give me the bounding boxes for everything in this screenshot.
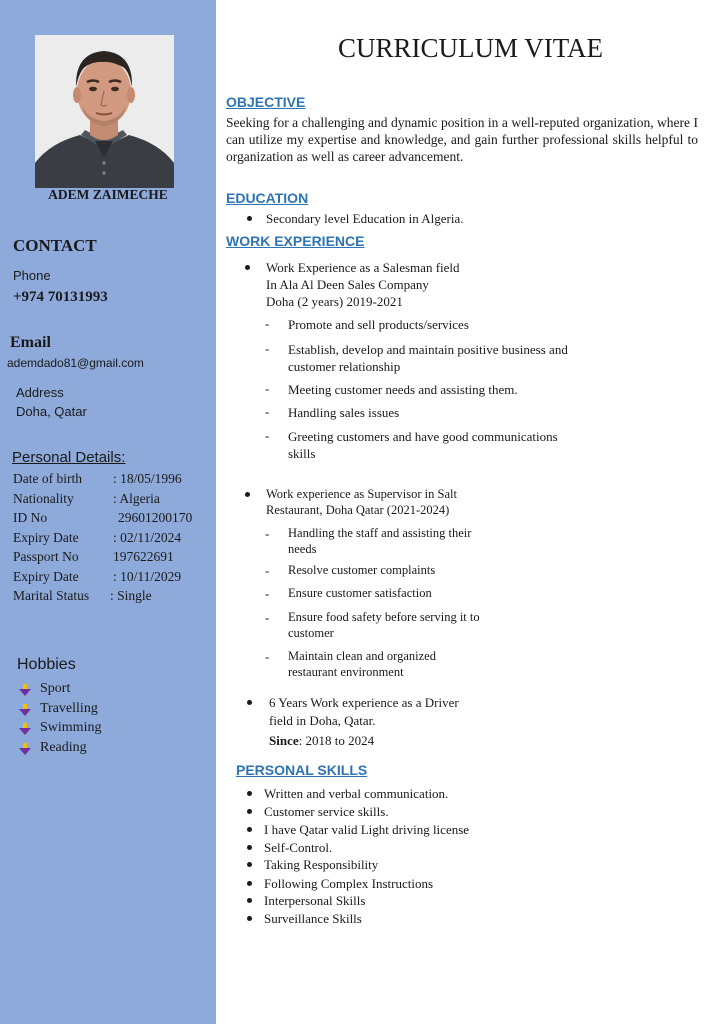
duty-item: Greeting customers and have good communications bbox=[288, 429, 558, 444]
hobby-item: Swimming bbox=[40, 720, 102, 735]
main-content bbox=[216, 0, 725, 1024]
detail-value-id: 29601200170 bbox=[118, 510, 193, 525]
duty-item: Promote and sell products/services bbox=[288, 317, 469, 332]
bullet-icon bbox=[247, 881, 252, 886]
job-line: Work Experience as a Salesman field bbox=[266, 260, 460, 275]
skill-item: Taking Responsibility bbox=[264, 857, 379, 872]
detail-label-dob: Date of birth bbox=[13, 471, 82, 486]
duty-item: customer bbox=[288, 626, 334, 640]
objective-text: Seeking for a challenging and dynamic position in a well-reputed organization, where I can utilize my expertise and knowledge, and gain further professional skills helpful to organization as well as career advancement. bbox=[226, 115, 698, 164]
detail-label-id-expiry: Expiry Date bbox=[13, 530, 79, 545]
detail-label-passport-expiry: Expiry Date bbox=[13, 569, 79, 584]
dash-icon: - bbox=[265, 526, 270, 541]
email-address: ademdado81@gmail.com bbox=[7, 356, 144, 370]
skill-item: Written and verbal communication. bbox=[264, 786, 449, 801]
hobbies-heading: Hobbies bbox=[17, 656, 76, 673]
duty-item: Resolve customer complaints bbox=[288, 563, 436, 577]
hobby-item: Travelling bbox=[40, 701, 98, 716]
duty-item: customer relationship bbox=[288, 359, 401, 374]
document-title: CURRICULUM VITAE bbox=[337, 33, 604, 63]
education-heading: EDUCATION bbox=[226, 190, 309, 206]
phone-number: +974 70131993 bbox=[13, 289, 108, 305]
bullet-icon bbox=[247, 898, 252, 903]
hobby-item: Sport bbox=[40, 681, 71, 696]
since-label: Since bbox=[269, 733, 299, 748]
skill-item: Self-Control. bbox=[264, 840, 333, 855]
job-line: In Ala Al Deen Sales Company bbox=[266, 277, 429, 292]
objective-heading: OBJECTIVE bbox=[226, 94, 306, 110]
education-item: Secondary level Education in Algeria. bbox=[266, 211, 464, 226]
job-line: field in Doha, Qatar. bbox=[269, 713, 376, 728]
dash-icon: - bbox=[265, 649, 270, 664]
arrow-down-bullet-icon bbox=[19, 684, 31, 696]
duty-item: Meeting customer needs and assisting them. bbox=[288, 382, 518, 397]
job-line: 6 Years Work experience as a Driver bbox=[269, 695, 459, 710]
duty-item: Handling sales issues bbox=[288, 405, 400, 420]
personal-skills-heading: PERSONAL SKILLS bbox=[236, 762, 368, 778]
duty-item: Ensure customer satisfaction bbox=[288, 586, 432, 600]
job-line: Restaurant, Doha Qatar (2021-2024) bbox=[266, 503, 450, 517]
detail-label-id: ID No bbox=[13, 510, 48, 525]
address-value: Doha, Qatar bbox=[16, 404, 87, 419]
since-value: : 2018 to 2024 bbox=[298, 733, 375, 748]
duty-item: Ensure food safety before serving it to bbox=[288, 610, 480, 624]
bullet-icon bbox=[247, 916, 252, 921]
dash-icon: - bbox=[265, 341, 270, 356]
skill-item: Interpersonal Skills bbox=[264, 893, 366, 908]
phone-label: Phone bbox=[13, 268, 51, 283]
skill-item: Surveillance Skills bbox=[264, 911, 362, 926]
bullet-icon bbox=[247, 827, 252, 832]
bullet-icon bbox=[247, 700, 252, 705]
candidate-name: ADEM ZAIMECHE bbox=[48, 187, 168, 202]
duty-item: Handling the staff and assisting their bbox=[288, 526, 472, 540]
dash-icon: - bbox=[265, 381, 270, 396]
hobby-item: Reading bbox=[40, 740, 87, 755]
arrow-down-bullet-icon bbox=[19, 704, 31, 716]
detail-value-nationality: : Algeria bbox=[113, 491, 160, 506]
bullet-icon bbox=[245, 265, 250, 270]
bullet-icon bbox=[247, 845, 252, 850]
duty-item: needs bbox=[288, 542, 317, 556]
duty-item: Establish, develop and maintain positive business and bbox=[288, 342, 568, 357]
detail-value-marital: : Single bbox=[110, 588, 152, 603]
detail-label-marital: Marital Status bbox=[13, 588, 90, 603]
arrow-down-bullet-icon bbox=[19, 723, 31, 735]
detail-value-passport-expiry: : 10/11/2029 bbox=[113, 569, 182, 584]
bullet-icon bbox=[247, 862, 252, 867]
dash-icon: - bbox=[265, 404, 270, 419]
skill-item: Following Complex Instructions bbox=[264, 876, 433, 891]
personal-details-heading: Personal Details: bbox=[12, 449, 126, 466]
work-experience-heading: WORK EXPERIENCE bbox=[226, 233, 365, 249]
since-line bbox=[269, 732, 374, 749]
bullet-icon bbox=[245, 492, 250, 497]
dash-icon: - bbox=[265, 610, 270, 625]
duty-item: restaurant environment bbox=[288, 665, 404, 679]
dash-icon: - bbox=[265, 563, 270, 578]
detail-value-id-expiry: : 02/11/2024 bbox=[113, 530, 182, 545]
detail-label-nationality: Nationality bbox=[13, 491, 74, 506]
arrow-down-bullet-icon bbox=[19, 743, 31, 755]
duty-item: skills bbox=[288, 446, 316, 461]
dash-icon: - bbox=[265, 316, 270, 331]
skill-item: Customer service skills. bbox=[264, 804, 389, 819]
profile-photo bbox=[35, 35, 174, 188]
job-line: Doha (2 years) 2019-2021 bbox=[266, 294, 403, 309]
dash-icon: - bbox=[265, 428, 270, 443]
contact-heading: CONTACT bbox=[13, 236, 97, 255]
email-label: Email bbox=[10, 334, 51, 351]
address-label: Address bbox=[16, 385, 64, 400]
detail-value-dob: : 18/05/1996 bbox=[113, 471, 182, 486]
detail-value-passport: 197622691 bbox=[113, 549, 174, 564]
duty-item: Maintain clean and organized bbox=[288, 649, 436, 663]
job-line: Work experience as Supervisor in Salt bbox=[266, 487, 457, 501]
bullet-icon bbox=[247, 809, 252, 814]
bullet-icon bbox=[247, 216, 252, 221]
detail-label-passport: Passport No bbox=[13, 549, 79, 564]
skill-item: I have Qatar valid Light driving license bbox=[264, 822, 470, 837]
bullet-icon bbox=[247, 791, 252, 796]
sidebar bbox=[0, 0, 216, 1024]
dash-icon: - bbox=[265, 586, 270, 601]
portrait-image bbox=[35, 35, 174, 188]
